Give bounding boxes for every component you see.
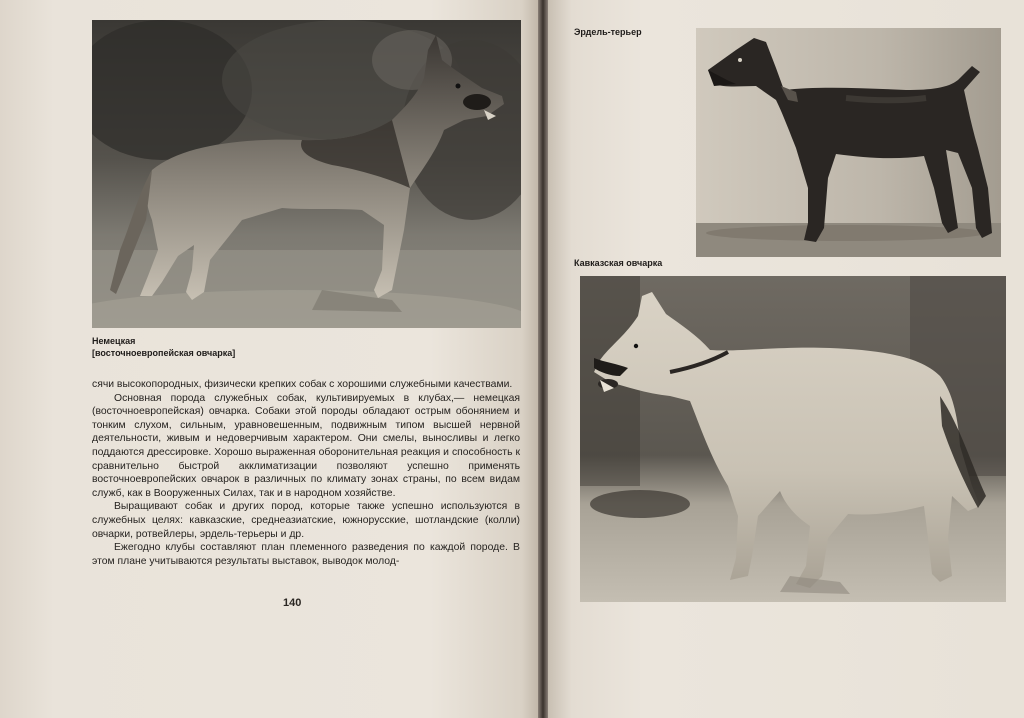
airedale-caption: Эрдель-терьер xyxy=(574,27,642,37)
caucasian-shepherd-photo xyxy=(580,276,1006,602)
paragraph: Ежегодно клубы составляют план племенного разведения по каждой породе. В этом плане учитываются результаты выставок, выводок молод- xyxy=(92,542,520,567)
german-shepherd-photo xyxy=(92,20,521,328)
paragraph: Основная порода служебных собак, культивируемых в клубах,— немецкая (восточноевропейская) овчарка. Собаки этой породы обладают острым обонянием и тонким слухом, сильным, уравновешенным, подвижным типом высшей нервной деятельности, живым и недоверчивым характером. Они смелы, выносливы и легко поддаются дрессировке. Хорошо выраженная оборонительная реакция и способность к сравнительно быстрой акклиматизации позволяют успешно применять восточноевропейских овчарок в различных по климату зонах страны, по всем видам служб, как в Вооруженных Силах, так и в народном хозяйстве. xyxy=(92,392,520,499)
caption-line-1: Немецкая xyxy=(92,336,136,346)
body-text xyxy=(92,378,520,568)
photo-caption xyxy=(92,335,235,359)
caption-line-2: [восточноевропейская овчарка] xyxy=(92,348,236,358)
airedale-terrier-photo xyxy=(696,28,1001,257)
page-number: 140 xyxy=(283,597,302,609)
caucasian-caption: Кавказская овчарка xyxy=(574,258,663,268)
paragraph: сячи высокопородных, физически крепких собак с хорошими служебными качествами. xyxy=(92,379,513,390)
paragraph: Выращивают собак и других пород, которые также успешно используются в служебных целях: кавказские, среднеазиатские, южнорусские, шотландские (колли) овчарки, ротвейлеры, эрдель-терьеры и др. xyxy=(92,501,520,540)
book-gutter xyxy=(538,0,548,718)
right-page xyxy=(548,0,1024,718)
